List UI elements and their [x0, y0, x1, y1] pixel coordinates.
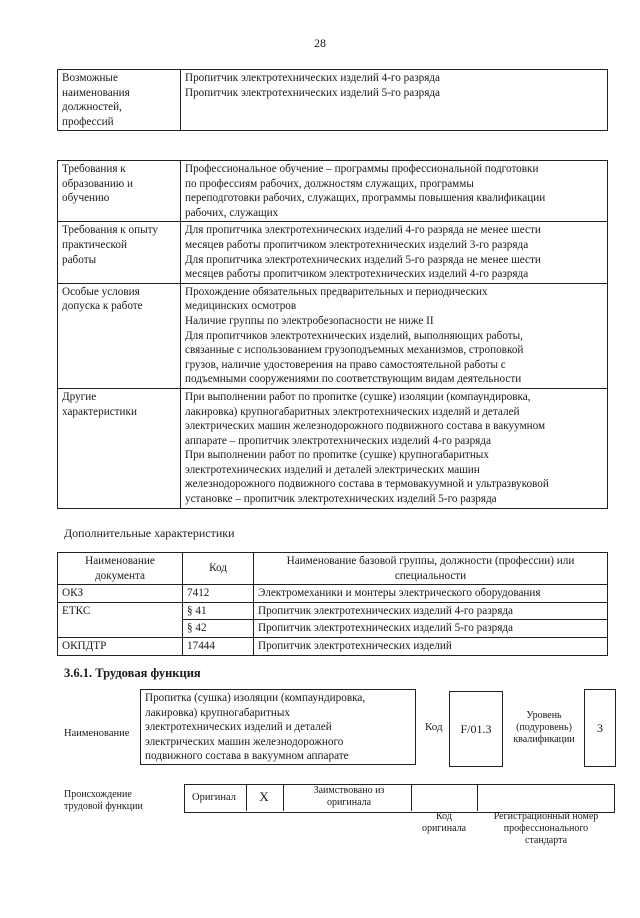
positions-label: [58, 70, 181, 131]
label-line: профессий: [62, 115, 114, 128]
row-name: Электромеханики и монтеры электрического оборудования: [254, 585, 608, 603]
level-label-line: квалификации: [513, 734, 575, 745]
name-line: Пропитка (сушка) изоляции (компаундировка,: [145, 692, 366, 704]
row-name: Пропитчик электротехнических изделий: [254, 637, 608, 655]
label-line: обучению: [62, 192, 110, 205]
positions-row: [58, 70, 608, 131]
value-line: по профессиям рабочих, должностям служащих, программы: [185, 177, 474, 190]
value-line: При выполнении работ по пропитке (сушке) изоляции (компаундировка,: [185, 390, 531, 403]
label-line: Требования к: [62, 163, 126, 175]
requirement-value: [181, 161, 608, 222]
label-line: Требования к опыту: [62, 224, 158, 237]
value-line: железнодорожного подвижного состава в термовакуумной и ультразвуковой: [185, 478, 549, 491]
value-line: электрических машин железнодорожного подвижного состава в вакуумном: [185, 420, 546, 433]
label-line: Особые условия: [62, 285, 140, 298]
requirement-row-education: [58, 161, 608, 222]
row-doc: ЕТКС: [58, 602, 183, 637]
code-value-box: [449, 691, 503, 767]
requirement-value: [181, 388, 608, 508]
level-value-box: [584, 689, 616, 767]
value-line: связанные с использованием грузоподъемных механизмов, строповкой: [185, 344, 524, 357]
position-title: Пропитчик электротехнических изделий 4-го разряда: [185, 72, 441, 84]
value-line: рабочих, служащих: [185, 206, 279, 219]
header-line: документа: [94, 569, 146, 582]
code-original-label: [411, 811, 477, 835]
value-line: Наличие группы по электробезопасности не ниже II: [185, 314, 434, 327]
additional-caption: Дополнительные характеристики: [64, 526, 235, 540]
header-name: [254, 553, 608, 585]
positions-values: [181, 70, 608, 131]
label-line: должностей,: [62, 101, 122, 114]
section-title: 3.6.1. Трудовая функция: [64, 666, 201, 680]
name-line: электротехнических изделий и деталей: [145, 721, 332, 734]
origin-label: [64, 789, 143, 813]
code-original-cell: [411, 784, 478, 811]
value-line: лакировка) крупногабаритных электротехнических изделий и деталей: [185, 405, 520, 418]
row-code: § 42: [183, 620, 254, 638]
row-code: 7412: [183, 585, 254, 603]
reg-number-line: стандарта: [524, 835, 568, 846]
level-label: [506, 710, 582, 746]
borrowed-label: [290, 785, 408, 809]
header-doc: [58, 553, 183, 585]
label-line: образованию и: [62, 177, 134, 190]
row-name: Пропитчик электротехнических изделий 5-го разряда: [254, 620, 608, 638]
value-line: Прохождение обязательных предварительных и периодических: [185, 285, 488, 298]
header-code: Код: [183, 553, 254, 585]
label-line: работы: [62, 253, 97, 266]
requirements-table: [57, 160, 608, 509]
row-doc: ОКПДТР: [58, 637, 183, 655]
reg-number-line: профессионального: [503, 823, 589, 834]
original-label: Оригинал: [192, 792, 236, 803]
value-line: медицинских осмотров: [185, 300, 297, 313]
row-name: Пропитчик электротехнических изделий 4-го разряда: [254, 602, 608, 620]
label-line: характеристики: [62, 405, 137, 418]
code-original-line: Код: [436, 811, 452, 822]
borrowed-label-line: оригинала: [326, 797, 372, 808]
requirement-label: [58, 388, 181, 508]
borrowed-label-line: Заимствовано из: [313, 785, 385, 796]
requirement-label: [58, 283, 181, 388]
requirement-label: [58, 161, 181, 222]
name-line: подвижного состава в вакуумном аппарате: [145, 750, 349, 763]
table-row: [58, 637, 608, 655]
origin-label-line: Происхождение: [64, 789, 132, 800]
row-code: § 41: [183, 602, 254, 620]
table-row: [58, 585, 608, 603]
value-line: переподготовки рабочих, служащих, программы повышения квалификации: [185, 192, 546, 205]
code-original-line: оригинала: [421, 823, 467, 834]
label-line: допуска к работе: [62, 300, 143, 313]
name-line: электрических машин железнодорожного: [145, 735, 344, 748]
value-line: аппарате – пропитчик электротехнических изделий 4-го разряда: [185, 434, 491, 447]
code-label: Код: [425, 721, 443, 733]
requirement-row-other: [58, 388, 608, 508]
value-line: установке – пропитчик электротехнических изделий 5-го разряда: [185, 493, 497, 506]
value-line: подъемными сооружениями по соответствующим видам деятельности: [185, 373, 522, 386]
reg-number-line: Регистрационный номер: [493, 811, 599, 822]
label-line: Другие: [62, 390, 97, 403]
row-doc: ОКЗ: [58, 585, 183, 603]
requirement-row-conditions: [58, 283, 608, 388]
value-line: месяцев работы пропитчиком электротехнических изделий 3-го разряда: [185, 238, 529, 251]
reg-number-label: [478, 811, 614, 847]
original-mark: X: [259, 789, 269, 804]
name-line: лакировка) крупногабаритных: [145, 706, 291, 719]
requirement-value: [181, 283, 608, 388]
name-label: Наименование: [64, 728, 130, 739]
label-line: наименования: [62, 86, 130, 99]
level-label-line: (подуровень): [516, 722, 572, 733]
value-line: месяцев работы пропитчиком электротехнических изделий 4-го разряда: [185, 268, 529, 281]
header-line: Наименование: [85, 555, 155, 567]
value-line: При выполнении работ по пропитке (сушке) крупногабаритных: [185, 449, 489, 462]
function-name-box: [140, 689, 416, 765]
origin-label-line: трудовой функции: [64, 801, 143, 812]
value-line: Для пропитчиков электротехнических изделий, выполняющих работы,: [185, 329, 523, 342]
additional-table: [57, 552, 608, 656]
page-number: 28: [314, 36, 326, 50]
requirement-value: [181, 222, 608, 283]
value-line: Профессиональное обучение – программы профессиональной подготовки: [185, 163, 539, 175]
level-label-line: Уровень: [526, 710, 562, 721]
label-line: практической: [62, 238, 127, 251]
code-value: F/01.3: [460, 721, 492, 736]
position-title: Пропитчик электротехнических изделий 5-го разряда: [185, 86, 441, 99]
table-row: [58, 602, 608, 620]
positions-table: [57, 69, 608, 131]
value-line: Для пропитчика электротехнических изделий 5-го разряда не менее шести: [185, 253, 541, 266]
row-code: 17444: [183, 637, 254, 655]
value-line: электротехнических изделий и деталей электрических машин: [185, 463, 480, 476]
header-line: Наименование базовой группы, должности (профессии) или: [286, 555, 575, 567]
header-line: специальности: [394, 569, 467, 582]
additional-header-row: [58, 553, 608, 585]
requirement-row-experience: [58, 222, 608, 283]
value-line: Для пропитчика электротехнических изделий 4-го разряда не менее шести: [185, 224, 541, 237]
value-line: грузов, наличие удостоверения на право самостоятельной работы с: [185, 358, 506, 371]
requirement-label: [58, 222, 181, 283]
level-value: 3: [597, 720, 603, 735]
label-line: Возможные: [62, 72, 118, 84]
